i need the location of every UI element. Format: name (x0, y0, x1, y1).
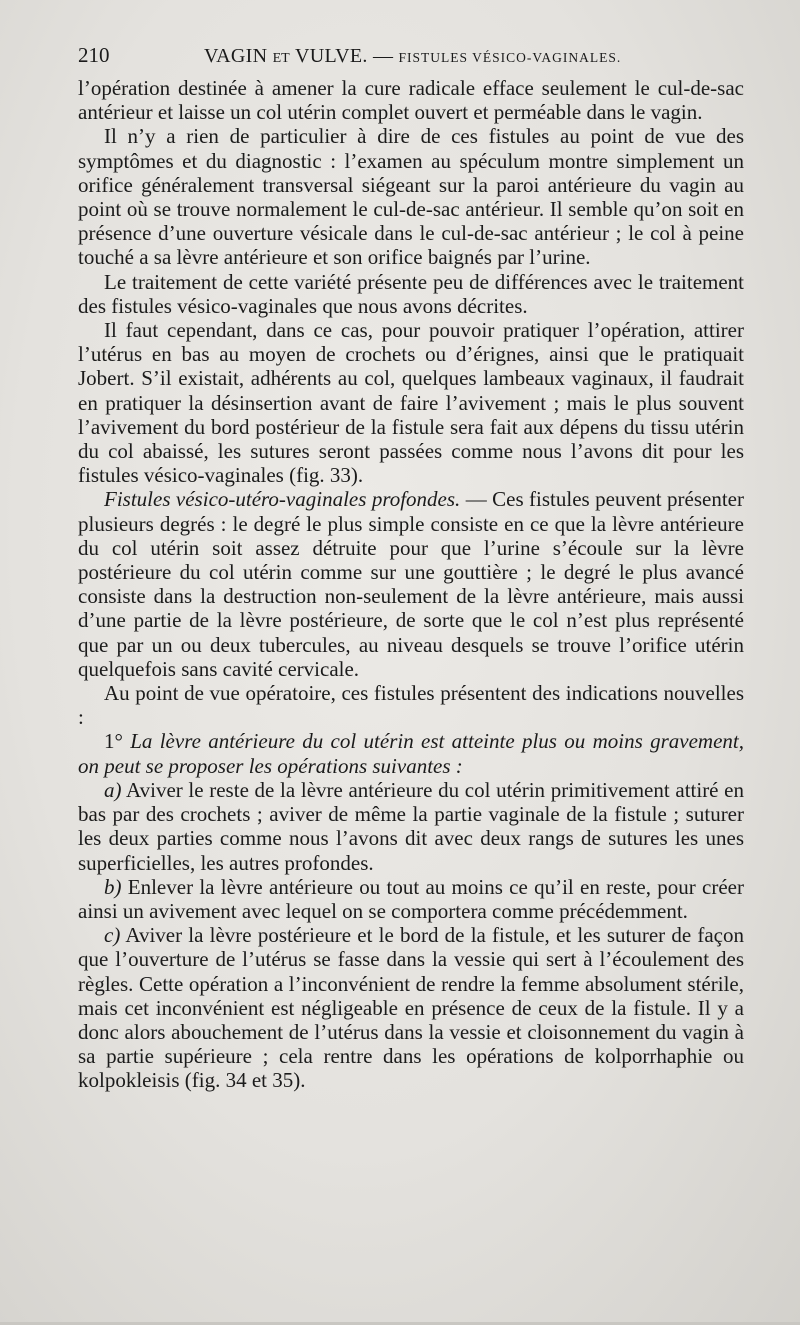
list-letter: a) (104, 777, 122, 802)
paragraph-text: — Ces fistules peuvent présenter plusieurs degrés : le degré le plus simple consiste en ce que la lèvre antérieure du col utérin soit assez détruite pour que l’urine s’écoule sur la lèvre postérieure du col utérin comme sur une gouttière ; le degré le plus avancé consiste dans la destruction non-seulement de la lèvre antérieure, mais aussi d’une partie de la lèvre postérieure, de sorte que le col n’est plus représenté que par un ou deux tubercules, au niveau desquels se trouve l’orifice utérin quelquefois sans cavité cervicale. (78, 487, 744, 681)
paragraph (78, 681, 744, 729)
section-heading-italic: Fistules vésico-utéro-vaginales profondes. (104, 487, 461, 512)
running-head-title-part1: VAGIN (204, 45, 268, 67)
list-number: 1° (104, 729, 131, 754)
paragraph (78, 778, 744, 875)
paragraph-text: Il faut cependant, dans ce cas, pour pouvoir pratiquer l’opération, attirer l’utérus en bas au moyen de crochets ou d’érignes, ainsi que le pratiquait Jobert. S’il existait, adhérents au col, quelques lambeaux vaginaux, il faudrait en pratiquer la désinsertion avant de faire l’avivement ; mais le plus souvent l’avivement du bord postérieur de la fistule sera fait aux dépens du tissu utérin du col abaissé, les sutures seront passées comme nous l’avons dit pour les fistules vésico-vaginales (fig. 33). (78, 318, 744, 488)
page-header (78, 40, 744, 70)
paragraph (78, 318, 744, 487)
running-head-section: FISTULES VÉSICO-VAGINALES. (398, 50, 622, 65)
paragraph (78, 76, 744, 124)
running-head (204, 40, 621, 74)
paragraph-text: Il n’y a rien de particulier à dire de ces fistules au point de vue des symptômes et du diagnostic : l’examen au spéculum montre simplement un orifice généralement transversal siégeant sur la paroi antérieure du vagin au point où se trouve normalement le cul-de-sac antérieur. Il semble qu’on soit en présence d’une ouverture vésicale dans le cul-de-sac antérieur ; le col à peine touché a sa lèvre antérieure et son orifice baignés par l’urine. (78, 124, 744, 270)
paragraph (78, 923, 744, 1092)
page-number: 210 (78, 43, 110, 67)
paragraph-text: Aviver la lèvre postérieure et le bord de la fistule, et les suturer de façon que l’ouverture de l’utérus se fasse dans la vessie qui sert à l’écoulement des règles. Cette opération a l’inconvénient de rendre la femme absolument stérile, mais cet inconvénient est négligeable en présence de ceux de la fistule. Il y a donc alors abouchement de l’utérus dans la vessie et cloisonnement du vagin à sa partie supérieure ; cela rentre dans les opérations de kolporrhaphie ou kolpokleisis (fig. 34 et 35). (78, 923, 744, 1093)
running-head-dash: — (372, 45, 394, 67)
body-text (78, 76, 744, 1093)
paragraph-text: Aviver le reste de la lèvre antérieure du col utérin primitivement attiré en bas par des crochets ; aviver de même la partie vaginale de la fistule ; suturer les deux parties comme nous l’avons dit avec deux rangs de sutures les unes superficielles, les autres profondes. (78, 777, 744, 875)
list-letter: b) (104, 874, 122, 899)
paragraph (78, 270, 744, 318)
list-letter: c) (104, 923, 121, 948)
running-head-connector: ET (272, 51, 290, 66)
paragraph-text: Enlever la lèvre antérieure ou tout au moins ce qu’il en reste, pour créer ainsi un avivement avec lequel on se comportera comme précédemment. (78, 874, 744, 923)
paragraph (78, 875, 744, 923)
paragraph (78, 124, 744, 269)
paragraph-text: l’opération destinée à amener la cure radicale efface seulement le cul-de-sac antérieur et laisse un col utérin complet ouvert et perméable dans le vagin. (78, 76, 744, 125)
running-head-title-part2: VULVE. (294, 45, 368, 67)
paragraph (78, 729, 744, 777)
paragraph-text-italic: La lèvre antérieure du col utérin est atteinte plus ou moins gravement, on peut se proposer les opérations suivantes : (78, 729, 744, 778)
paragraph-text: Au point de vue opératoire, ces fistules présentent des indications nouvelles : (78, 681, 744, 730)
paragraph (78, 487, 744, 681)
paragraph-text: Le traitement de cette variété présente peu de différences avec le traitement des fistules vésico-vaginales que nous avons décrites. (78, 269, 744, 318)
